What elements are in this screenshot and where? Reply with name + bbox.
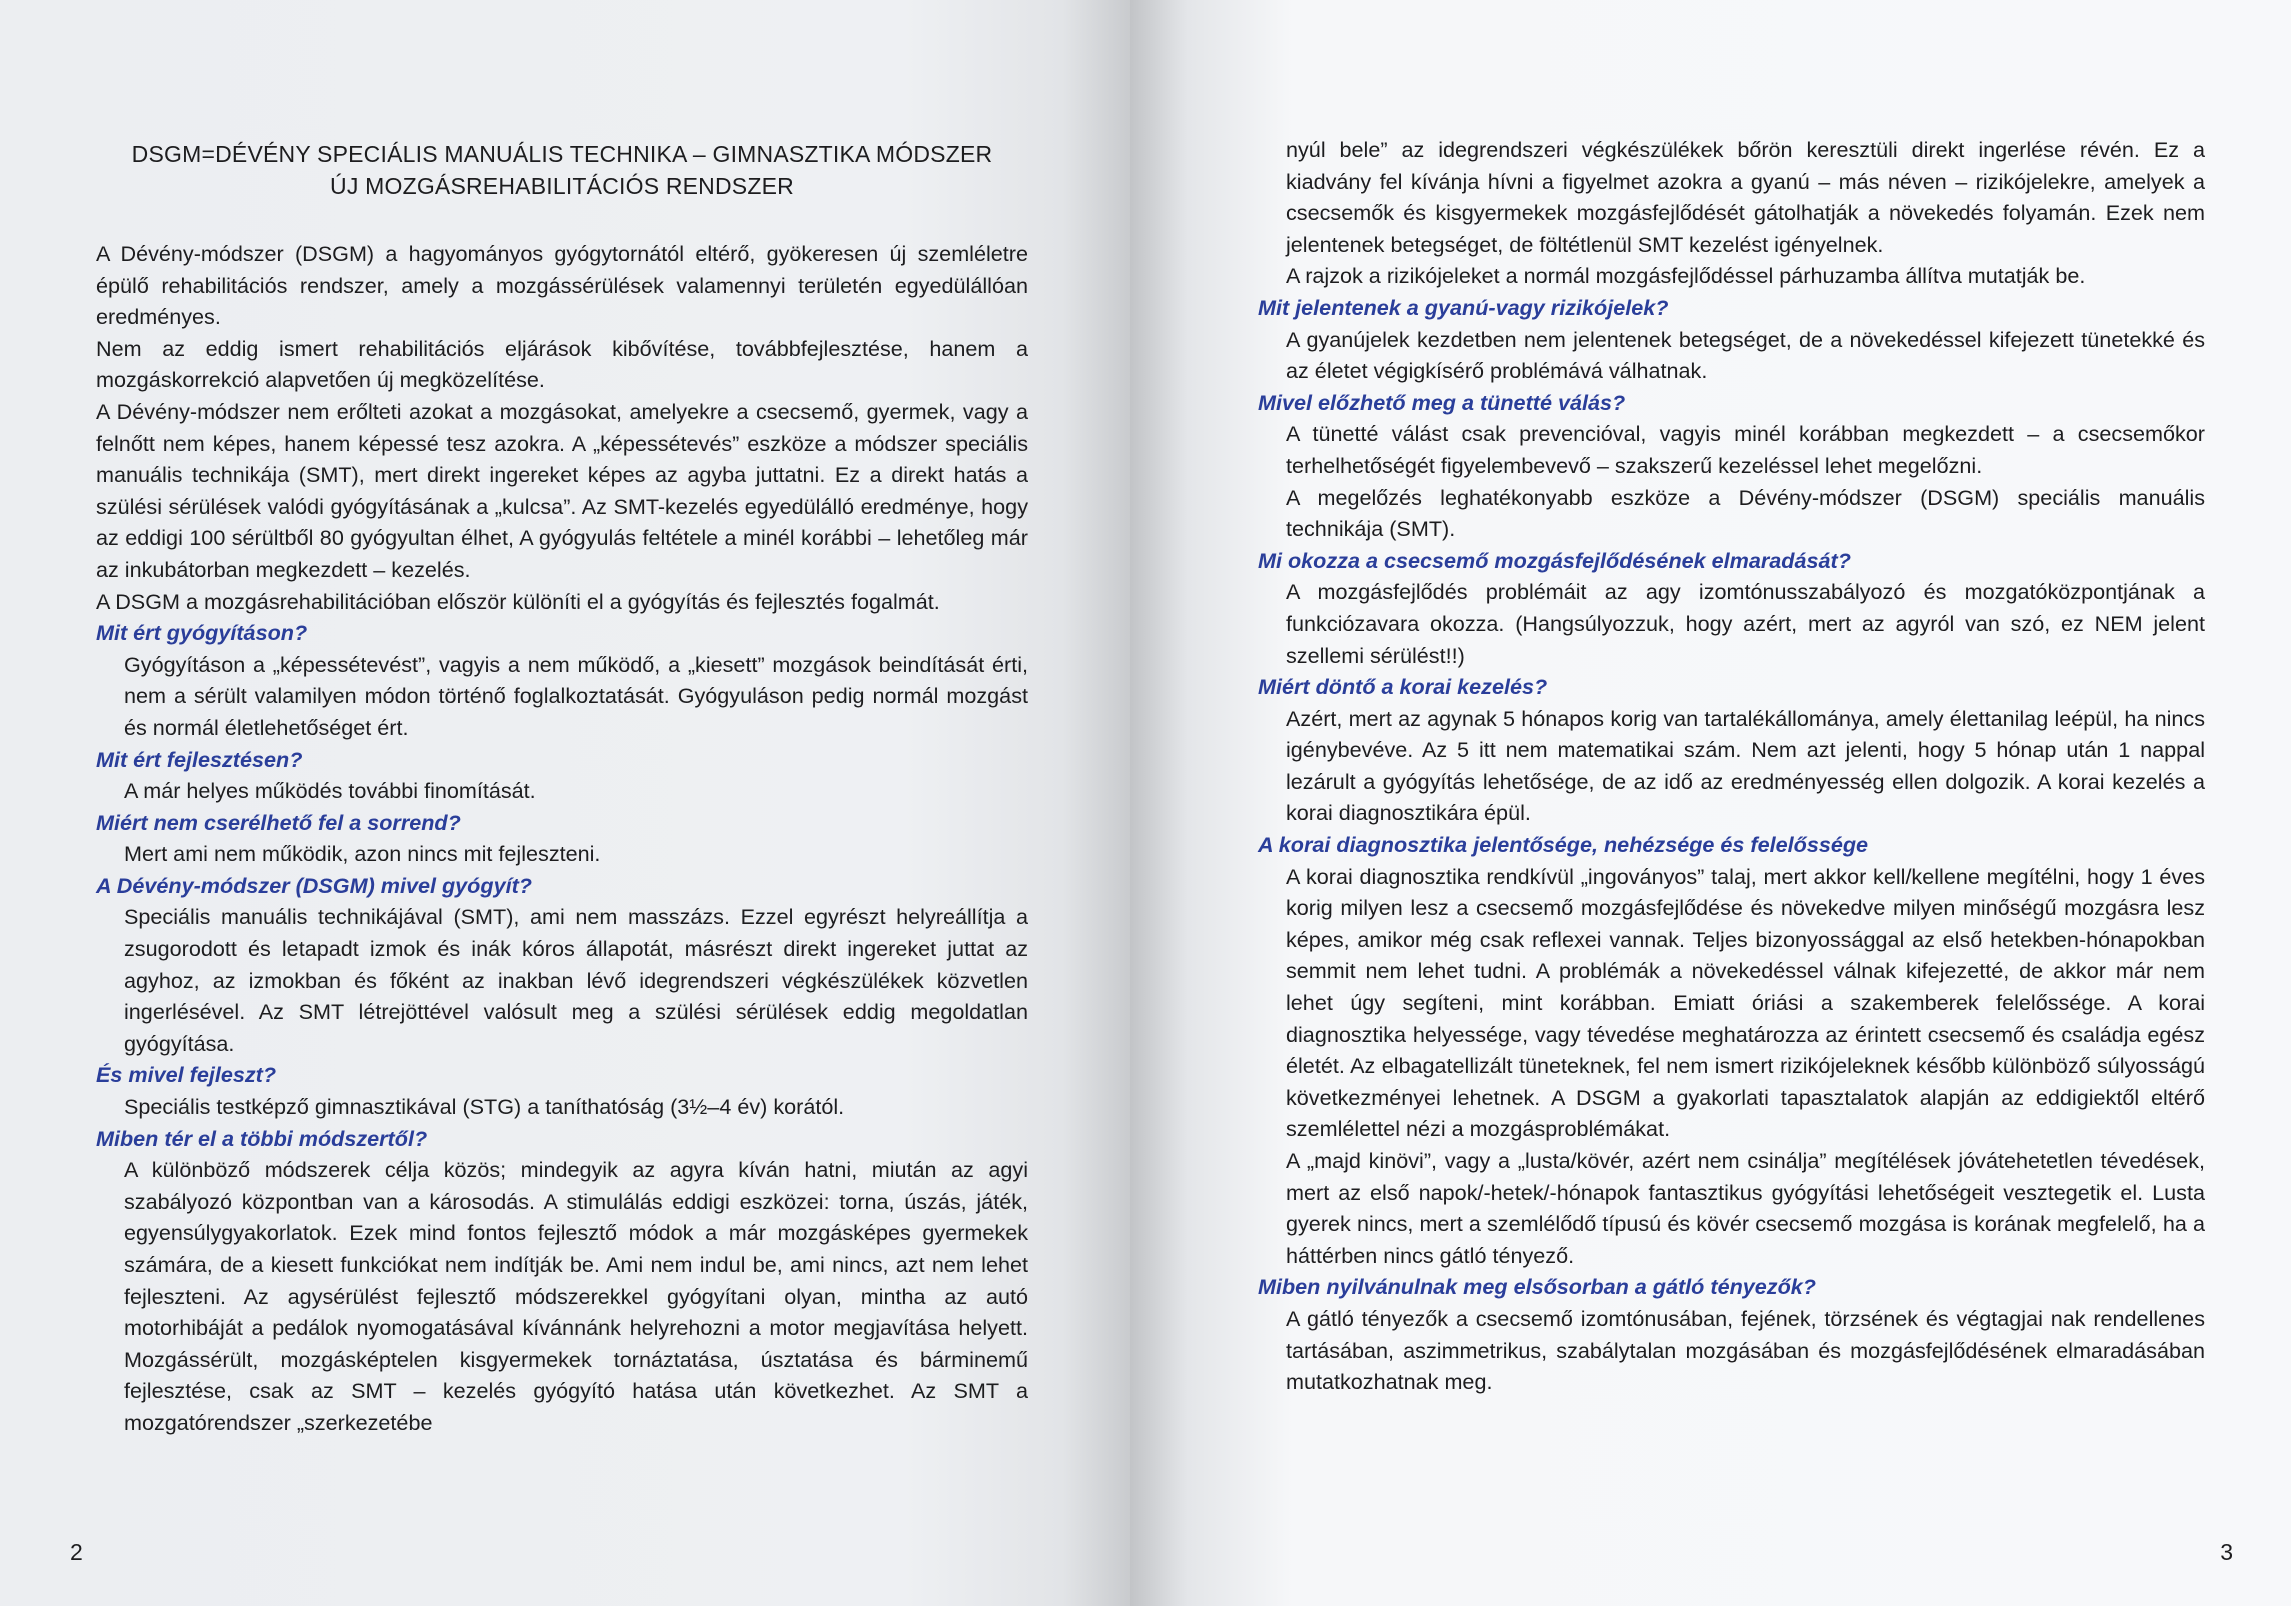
answer-paragraph: A különböző módszerek célja közös; mindegyik az agyra kíván hatni, miután az agyi szabályozó központban van a károsodás. A stimulálás eddigi eszközei: torna, úszás, játék, egyensúlygyakorlatok. Ezek mind fontos fejlesztő módok a már mozgásképes gyermekek számára, de a kiesett funkciókat nem indítják be. Ami nem indul be, ami nincs, azt nem lehet fejleszteni. Az agysérülést fejlesztő módszerekkel gyógyítani olyan, mintha az autó motorhibáját a pedálok nyomogatásával kívánnánk helyrehozni a motor megjavítása helyett. Mozgássérült, mozgásképtelen kisgyermekek tornáztatása, úsztatása és bárminemű fejlesztése, csak az SMT – kezelés gyógyító hatása után következhet. Az SMT a mozgatórendszer „szerkezetébe: [124, 1157, 1028, 1435]
intro-paragraph-1: A Dévény-módszer (DSGM) a hagyományos gyógytornától eltérő, gyökeresen új szemléletre épülő rehabilitációs rendszer, amely a mozgássérülések valamennyi területén egyedülállóan eredményes.: [96, 241, 1028, 330]
right-page: [1130, 0, 2291, 1606]
question-heading: Miért döntő a korai kezelés?: [1258, 674, 1548, 700]
continuation-paragraph: nyúl bele” az idegrendszeri végkészülékek bőrön keresztüli direkt ingerlése révén. Ez a kiadvány fel kívánja hívni a figyelmet azokra a gyanú – más néven – rizikójelekre, amelyek a csecsemők és kisgyermekek mozgásfejlődését gátolhatják a növekedés folyamán. Ezek nem jelentenek betegséget, de föltétlenül SMT kezelést igényelnek.: [1286, 137, 2205, 257]
page-number: 2: [70, 1539, 83, 1565]
answer-paragraph: A gátló tényezők a csecsemő izomtónusában, fejének, törzsének és végtagjai nak rendellenes tartásában, aszimmetrikus, szabálytalan mozgásában és mozgásfejlődésének elmaradásában mutatkozhatnak meg.: [1286, 1305, 2205, 1395]
answer-paragraph: Speciális testképző gimnasztikával (STG) a taníthatóság (3½–4 év) korától.: [124, 1094, 845, 1120]
question-heading: Mi okozza a csecsemő mozgásfejlődésének elmaradását?: [1258, 547, 1851, 573]
answer-paragraph: A megelőzés leghatékonyabb eszköze a Dévény-módszer (DSGM) speciális manuális technikája (SMT).: [1286, 484, 2205, 542]
answer-paragraph: A gyanújelek kezdetben nem jelentenek betegséget, de a növekedéssel kifejezett tünetekké és az életet végigkísérő problémává válhatnak.: [1286, 326, 2205, 384]
intro-paragraph-3: A Dévény-módszer nem erőlteti azokat a mozgásokat, amelyekre a csecsemő, gyermek, vagy a felnőtt nem képes, hanem képessé tesz azokra. A „képessétevés” eszköze a módszer speciális manuális technikája (SMT), mert direkt ingereket képes az agyba juttatni. Ez a direkt hatás a szülési sérülések valódi gyógyításának a „kulcsa”. Az SMT-kezelés egyedülálló eredménye, hogy az eddigi 100 sérültből 80 gyógyultan élhet, A gyógyulás feltétele a minél korábbi – lehetőleg már az inkubátorban megkezdett – kezelés.: [96, 398, 1028, 582]
answer-paragraph: A már helyes működés további finomítását.: [124, 778, 536, 804]
question-heading: És mivel fejleszt?: [96, 1062, 277, 1088]
answer-paragraph: A korai diagnosztika rendkívül „ingoványos” talaj, mert akkor kell/kellene megítélni, hogy 1 éves korig milyen lesz a csecsemő mozgásfejlődése és növekedve milyen minőségű mozgásra lesz képes, amikor még csak reflexei vannak. Teljes bizonyossággal az első hetekben-hónapokban semmit nem lehet tudni. A problémák a növekedéssel válnak kifejezetté, de akkor már nem lehet úgy segíteni, mint korábban. Emiatt óriási a szakemberek felelőssége. A korai diagnosztika helyessége, vagy tévedése meghatározza az érintett csecsemő és családja egész életét. Az elbagatellizált tüneteknek, fel nem ismert rizikójeleknek később különböző súlyosságú következményei lehetnek. A DSGM a gyakorlati tapasztalatok alapján az eddigiektől eltérő szemlélettel nézi a mozgásproblémákat.: [1286, 863, 2205, 1142]
answer-paragraph: A „majd kinövi”, vagy a „lusta/kövér, azért nem csinálja” megítélések jóvátehetetlen tévedések, mert az első napok/-hetek/-hónapok fantasztikus gyógyítási lehetőségeit vesztegetik el. Lusta gyerek nincs, mert a szemlélődő típusú és kövér csecsemő mozgása is korának megfelelő, ha a háttérben nincs gátló tényező.: [1286, 1148, 2205, 1268]
answer-paragraph: A tünetté válást csak prevencióval, vagyis minél korábban megkezdett – a csecsemőkor terhelhetőségét figyelembevevő – szakszerű kezeléssel lehet megelőzni.: [1286, 421, 2205, 478]
answer-paragraph: Azért, mert az agynak 5 hónapos korig van tartalékállománya, amely élettanilag leépül, ha nincs igénybevéve. Az 5 itt nem matematikai szám. Nem azt jelenti, hogy 5 hónap után 1 nappal lezárult a gyógyítás lehetősége, de az idő az eredményesség ellen dolgozik. A korai kezelés a korai diagnosztikára épül.: [1286, 705, 2205, 826]
question-heading: Mivel előzhető meg a tünetté válás?: [1258, 389, 1626, 415]
intro-paragraph-2: Nem az eddig ismert rehabilitációs eljárások kibővítése, továbbfejlesztése, hanem a mozgáskorrekció alapvetően új megközelítése.: [96, 335, 1028, 393]
answer-paragraph: Speciális manuális technikájával (SMT), ami nem masszázs. Ezzel egyrészt helyreállítja a zsugorodott és letapadt izmok és inák kóros állapotát, másrészt direkt ingereket juttat az agyhoz, az izmokban és főként az inakban lévő idegrendszeri végkészülékek közvetlen ingerlésével. Az SMT létrejöttével valósult meg a szülési sérülések eddig megoldatlan gyógyítása.: [124, 904, 1028, 1056]
question-heading: Miben tér el a többi módszertől?: [96, 1125, 428, 1151]
question-heading: A korai diagnosztika jelentősége, nehézsége és felelőssége: [1258, 832, 1869, 858]
question-heading: Mit ért fejlesztésen?: [96, 746, 303, 772]
answer-paragraph: Gyógyításon a „képessétevést”, vagyis a nem működő, a „kiesett” mozgások beindítását érti, nem a sérült valamilyen módon történő foglalkoztatását. Gyógyuláson pedig normál mozgást és normál életlehetőséget ért.: [124, 651, 1028, 740]
question-heading: Mit jelentenek a gyanú-vagy rizikójelek?: [1258, 294, 1669, 320]
question-heading: A Dévény-módszer (DSGM) mivel gyógyít?: [96, 872, 532, 898]
continuation-paragraph-2: A rajzok a rizikójeleket a normál mozgásfejlődéssel párhuzamba állítva mutatják be.: [1286, 263, 2086, 289]
question-heading: Miben nyilvánulnak meg elsősorban a gátló tényezők?: [1258, 1274, 1816, 1300]
left-page: [0, 0, 1130, 1606]
intro-paragraph-4: A DSGM a mozgásrehabilitációban először különíti el a gyógyítás és fejlesztés fogalmát.: [96, 588, 940, 614]
answer-paragraph: A mozgásfejlődés problémáit az agy izomtónusszabályozó és mozgatóközpontjának a funkciózavara okozza. (Hangsúlyozzuk, hogy azért, mert az agyról van szó, ez NEM jelent szellemi sérülést!!): [1286, 579, 2205, 668]
page-number: 3: [2220, 1539, 2233, 1565]
answer-paragraph: Mert ami nem működik, azon nincs mit fejleszteni.: [124, 841, 601, 867]
heading-line-1: DSGM=DÉVÉNY SPECIÁLIS MANUÁLIS TECHNIKA – GIMNASZTIKA MÓDSZER: [131, 141, 993, 167]
question-heading: Miért nem cserélhető fel a sorrend?: [96, 809, 461, 835]
page-heading: [96, 138, 1028, 202]
question-heading: Mit ért gyógyításon?: [96, 620, 308, 646]
heading-line-2: ÚJ MOZGÁSREHABILITÁCIÓS RENDSZER: [330, 173, 794, 199]
